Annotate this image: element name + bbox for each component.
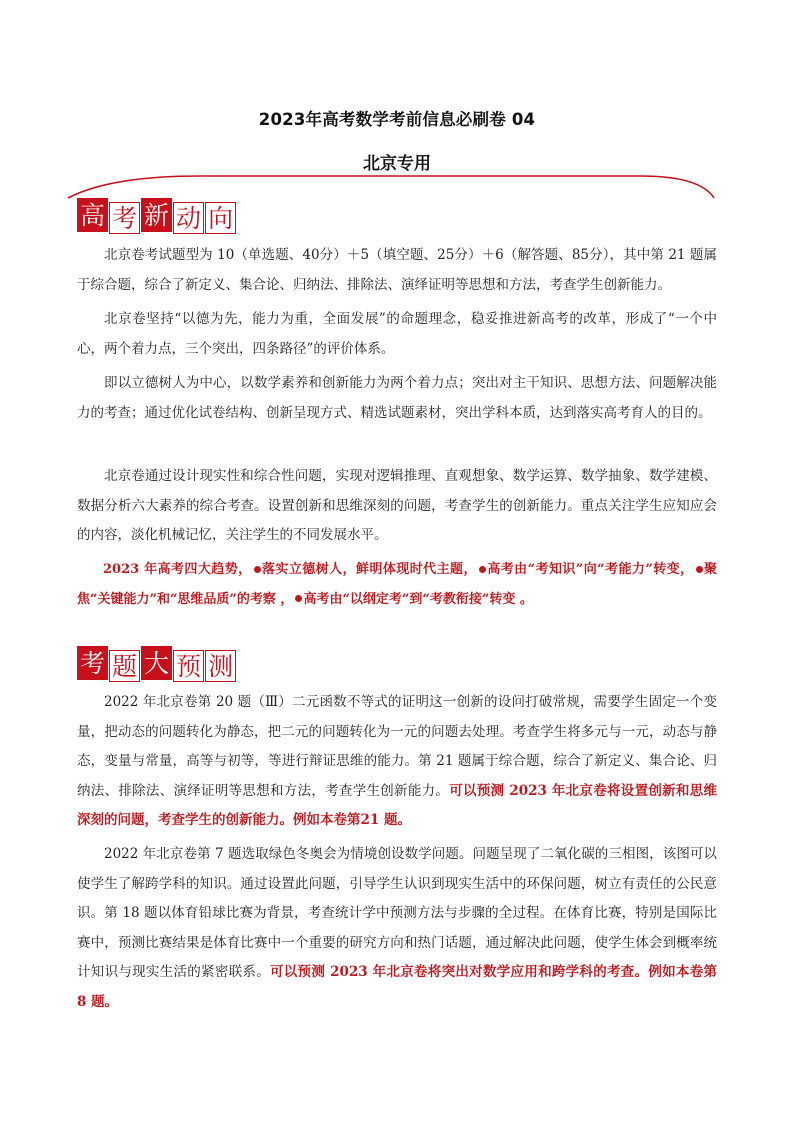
bullet-icon — [295, 595, 302, 602]
trend-item: 高考由“以纲定考”到“考教衔接”转变 。 — [303, 591, 533, 607]
prediction-highlight: 可以预测 2023 年北京卷将设置创新和思维深刻的问题，考查学生的创新能力。例如本卷第21 题。 — [77, 782, 717, 828]
banner-char: 向 — [205, 202, 236, 234]
trends-intro: 2023 年高考四大趋势， — [103, 562, 252, 577]
page-title: 2023年高考数学考前信息必刷卷 04 — [258, 110, 536, 129]
trend-item: 高考由“考知识”向“考能力”转变， — [486, 562, 694, 577]
trend-item: 聚焦“关键能力”和“思维品质”的考察 ， — [77, 562, 717, 607]
banner-char: 预 — [173, 650, 204, 682]
trend-paragraph-3: 即以立德树人为中心，以数学素养和创新能力为两个着力点；突出对主干知识、思想方法、问题解决能力的考查；通过优化试卷结构、创新呈现方式、精选试题素材，突出学科本质，达到落实高考育人的目的。 — [77, 375, 717, 421]
section-banner-trends — [77, 196, 237, 232]
prediction-paragraph-1 — [77, 688, 717, 836]
bullet-icon — [479, 566, 486, 573]
banner-char: 测 — [205, 650, 236, 682]
prediction-highlight: 可以预测 2023 年北京卷将突出对数学应用和跨学科的考查。例如本卷第 8 题。 — [77, 964, 717, 1010]
banner-char: 考 — [77, 646, 108, 680]
section-banner-prediction — [77, 644, 237, 680]
page-subtitle: 北京专用 — [363, 154, 431, 174]
banner-char: 题 — [109, 650, 140, 682]
banner-char: 高 — [77, 198, 108, 232]
banner-char: 考 — [109, 202, 140, 234]
bullet-icon — [696, 566, 703, 573]
trend-paragraph-4: 北京卷通过设计现实性和综合性问题，实现对逻辑推理、直观想象、数学运算、数学抽象、数学建模、数据分析六大素养的综合考查。设置创新和思维深刻的问题，考查学生的创新能力。重点关注学生应知应会的内容，淡化机械记忆，关注学生的不同发展水平。 — [77, 468, 717, 543]
banner-char: 新 — [141, 198, 172, 232]
banner-char: 动 — [173, 202, 204, 234]
bullet-icon — [254, 566, 261, 573]
prediction-paragraph-2 — [77, 840, 717, 1017]
prediction-text: 2022 年北京卷第 7 题选取绿色冬奥会为情境创设数学问题。问题呈现了二氧化碳的三相图，该图可以使学生了解跨学科的知识。通过设置此问题，引导学生认识到现实生活中的环保问题，树立有责任的公民意识。第 18 题以体育铅球比赛为背景，考查统计学中预测方法与步骤的全过程。在体育比赛，特别是国际比赛中，预测比赛结果是体育比赛中一个重要的研究方向和热门话题，通过解决此问题，使学生体会到概率统计知识与现实生活的紧密联系。 — [77, 846, 717, 980]
trend-paragraph-2: 北京卷坚持“以德为先，能力为重，全面发展”的命题理念，稳妥推进新高考的改革，形成了“一个中心，两个着力点，三个突出，四条路径”的评价体系。 — [77, 311, 717, 357]
trend-item: 落实立德树人，鲜明体现时代主题， — [261, 562, 477, 577]
four-trends-summary — [77, 555, 717, 614]
trend-paragraph-1: 北京卷考试题型为 10（单选题、40分）＋5（填空题、25分）＋6（解答题、85分），其中第 21 题属于综合题，综合了新定义、集合论、归纳法、排除法、演绎证明等思想和方法，考查学生创新能力。 — [77, 247, 717, 293]
prediction-text: 2022 年北京卷第 20 题（Ⅲ）二元函数不等式的证明这一创新的设问打破常规，需要学生固定一个变量，把动态的问题转化为静态，把二元的问题转化为一元的问题去处理。考查学生将多元与一元，动态与静态，变量与常量，高等与初等，等进行辩证思维的能力。第 21 题属于综合题，综合了新定义、集合论、归纳法、排除法、演绎证明等思想和方法，考查学生创新能力。 — [77, 694, 717, 799]
banner-char: 大 — [141, 646, 172, 680]
